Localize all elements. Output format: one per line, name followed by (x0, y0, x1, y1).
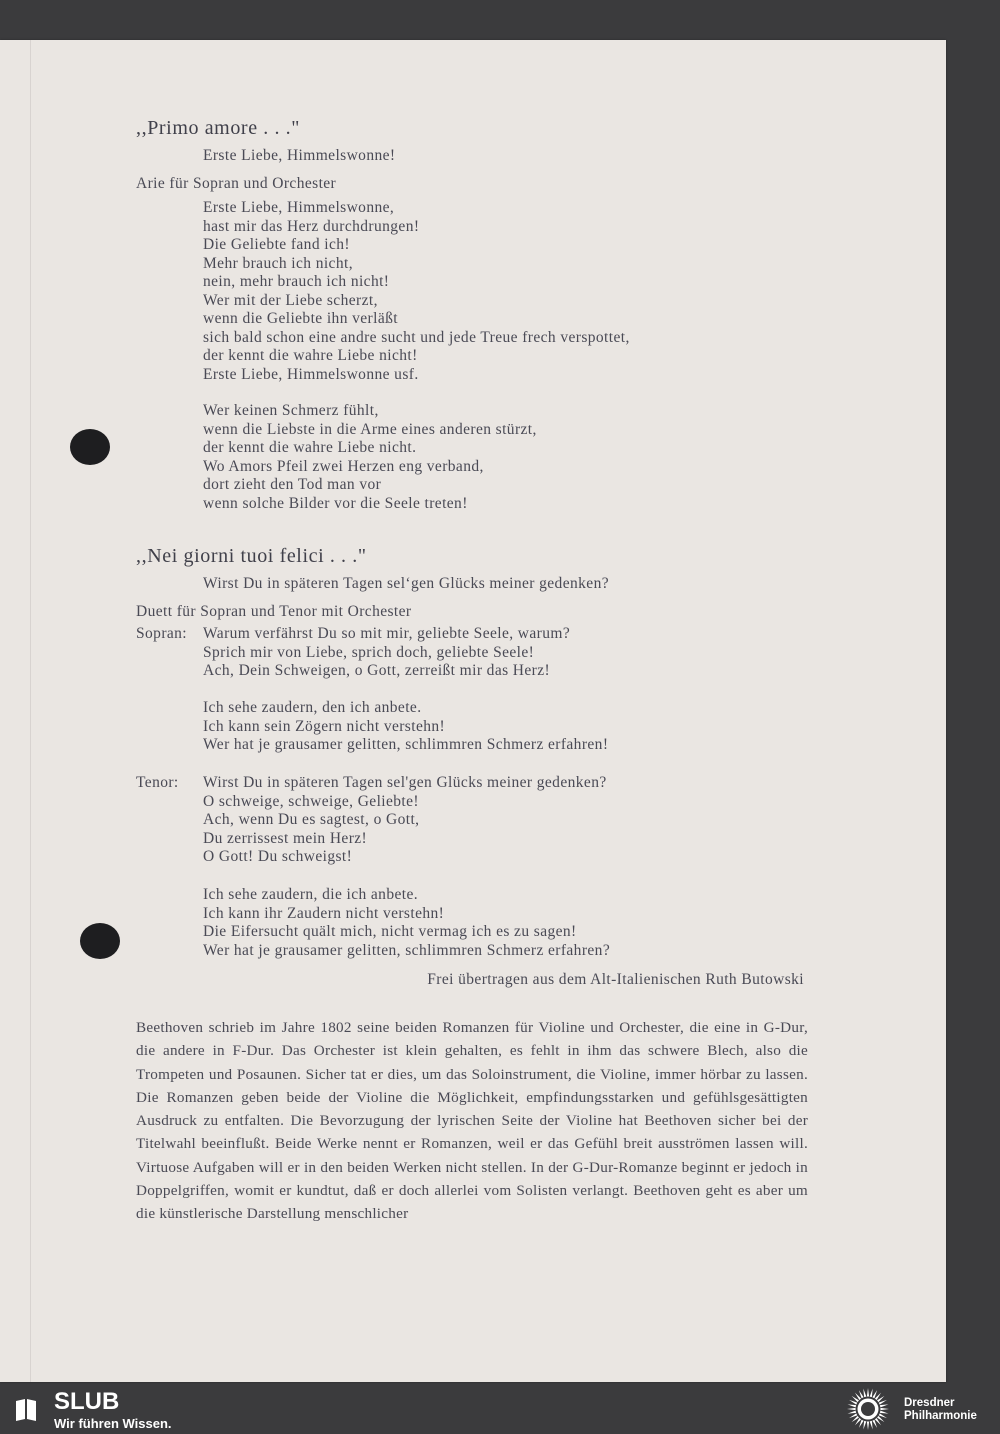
logo-line-1: Dresdner (904, 1397, 955, 1409)
nei-giorni-form: Duett für Sopran und Tenor mit Orchester (136, 603, 412, 620)
beethoven-paragraph: Beethoven schrieb im Jahre 1802 seine beiden Romanzen für Violine und Orchester, die eine in G-Dur, die andere in F-Dur. Das Orchester ist klein gehalten, es fehlt in ihm das schwere Blech, also die Trompeten und Posaunen. Sicher tat er dies, um das Soloinstrument, die Violine, immer hörbar zu lassen. Die Romanzen geben beide der Violine die Möglichkeit, empfindungsstarken und gefühlsgesättigten Ausdruck zu entfalten. Die Bevorzugung der lyrischen Seite der Violine hat Beethoven sicher bei der Titelwahl beeinflußt. Beide Werke nennt er Romanzen, weil er das Gefühl breit ausströmen lassen will. Virtuose Aufgaben will er in den beiden Werken nicht stellen. In der G-Dur-Romanze beginnt er jedoch in Doppelgriffen, womit er kundtut, daß er doch allerlei vom Solisten verlangt. Beethoven geht es aber um die künstlerische Darstellung menschlicher (136, 1019, 808, 1223)
verse-line: der kennt die wahre Liebe nicht. (203, 439, 417, 456)
verse-line: nein, mehr brauch ich nicht! (203, 273, 390, 290)
tenor-label: Tenor: (136, 774, 179, 791)
logo-ray (867, 1388, 869, 1397)
punch-hole-upper (70, 429, 110, 465)
verse-line: wenn die Liebste in die Arme eines anderen stürzt, (203, 420, 537, 438)
verse-line: hast mir das Herz durchdrungen! (203, 217, 420, 235)
logo-line-2: Philharmonie (904, 1410, 977, 1422)
footer-bar (0, 1384, 1000, 1434)
verse-line: dort zieht den Tod man vor (203, 476, 382, 493)
primo-amore-title: ,,Primo amore . . ." (136, 117, 301, 139)
sunburst-logo-icon[interactable] (842, 1386, 894, 1432)
verse-line: Wer hat je grausamer gelitten, schlimmren Schmerz erfahren! (203, 736, 609, 753)
logo-ray (859, 1420, 864, 1428)
logo-ray (870, 1389, 873, 1398)
logo-ray (849, 1413, 857, 1418)
verse-line: Wer hat je grausamer gelitten, schlimmren Schmerz erfahren? (203, 941, 611, 959)
verse-line: Die Geliebte fand ich! (203, 236, 350, 253)
logo-ray (859, 1390, 864, 1398)
verse-line: O Gott! Du schweigst! (203, 848, 353, 865)
logo-ray (872, 1420, 877, 1428)
slub-tagline: Wir führen Wissen. (54, 1416, 172, 1431)
verse-line: Ich sehe zaudern, die ich anbete. (203, 886, 419, 903)
verse-line: der kennt die wahre Liebe nicht! (203, 347, 418, 364)
slub-logo-text[interactable]: SLUB (54, 1388, 120, 1415)
primo-amore-subtitle: Erste Liebe, Himmelswonne! (203, 147, 396, 164)
verse-line: Ich sehe zaudern, den ich anbete. (203, 699, 422, 716)
logo-ray (847, 1408, 856, 1410)
punch-hole-lower (80, 923, 120, 959)
logo-ray (867, 1421, 869, 1430)
logo-ray (870, 1421, 873, 1430)
verse-line: Wer mit der Liebe scherzt, (203, 291, 378, 309)
verse-line: Ach, wenn Du es sagtest, o Gott, (203, 811, 420, 828)
soprano-label: Sopran: (136, 625, 188, 642)
logo-ray (880, 1404, 889, 1407)
logo-ray (872, 1390, 877, 1398)
verse-line: Ich kann ihr Zaudern nicht verstehn! (203, 904, 445, 922)
verse-line: Erste Liebe, Himmelswonne usf. (203, 365, 419, 383)
verse-line: O schweige, schweige, Geliebte! (203, 792, 419, 810)
verse-line: Erste Liebe, Himmelswonne, (203, 199, 395, 216)
verse-line: Ach, Dein Schweigen, o Gott, zerreißt mir das Herz! (203, 662, 551, 679)
verse-line: Wirst Du in späteren Tagen sel'gen Glücks meiner gedenken? (203, 774, 607, 791)
verse-line: sich bald schon eine andre sucht und jede Treue frech verspottet, (203, 328, 630, 346)
logo-ray (880, 1411, 889, 1414)
verse-line: Sprich mir von Liebe, sprich doch, geliebte Seele! (203, 643, 535, 661)
verse-line: wenn solche Bilder vor die Seele treten! (203, 494, 468, 512)
nei-giorni-title: ,,Nei giorni tuoi felici . . ." (136, 545, 367, 567)
logo-ray (880, 1408, 889, 1410)
dresdner-philharmonie-logo-text[interactable] (904, 1397, 977, 1423)
verse-line: Wer keinen Schmerz fühlt, (203, 402, 379, 419)
translation-credit: Frei übertragen aus dem Alt-Italienischen Ruth Butowski (427, 971, 804, 988)
verse-line: wenn die Geliebte ihn verläßt (203, 310, 398, 327)
verse-line: Wo Amors Pfeil zwei Herzen eng verband, (203, 457, 484, 475)
verse-line: Warum verfährst Du so mit mir, geliebte Seele, warum? (203, 625, 571, 642)
verse-line: Du zerrissest mein Herz! (203, 829, 368, 847)
primo-amore-form: Arie für Sopran und Orchester (136, 175, 337, 192)
logo-ray (879, 1400, 887, 1405)
page-fold-line (30, 40, 31, 1382)
logo-ray (848, 1404, 857, 1407)
logo-ray (863, 1389, 866, 1398)
logo-ray (879, 1413, 887, 1418)
verse-line: Mehr brauch ich nicht, (203, 254, 353, 272)
logo-ray (863, 1421, 866, 1430)
book-icon (14, 1397, 40, 1423)
logo-ray (849, 1400, 857, 1405)
verse-line: Ich kann sein Zögern nicht verstehn! (203, 717, 446, 735)
logo-ray (848, 1411, 857, 1414)
nei-giorni-subtitle: Wirst Du in späteren Tagen sel‘gen Glücks meiner gedenken? (203, 575, 609, 592)
verse-line: Die Eifersucht quält mich, nicht vermag ich es zu sagen! (203, 923, 577, 940)
